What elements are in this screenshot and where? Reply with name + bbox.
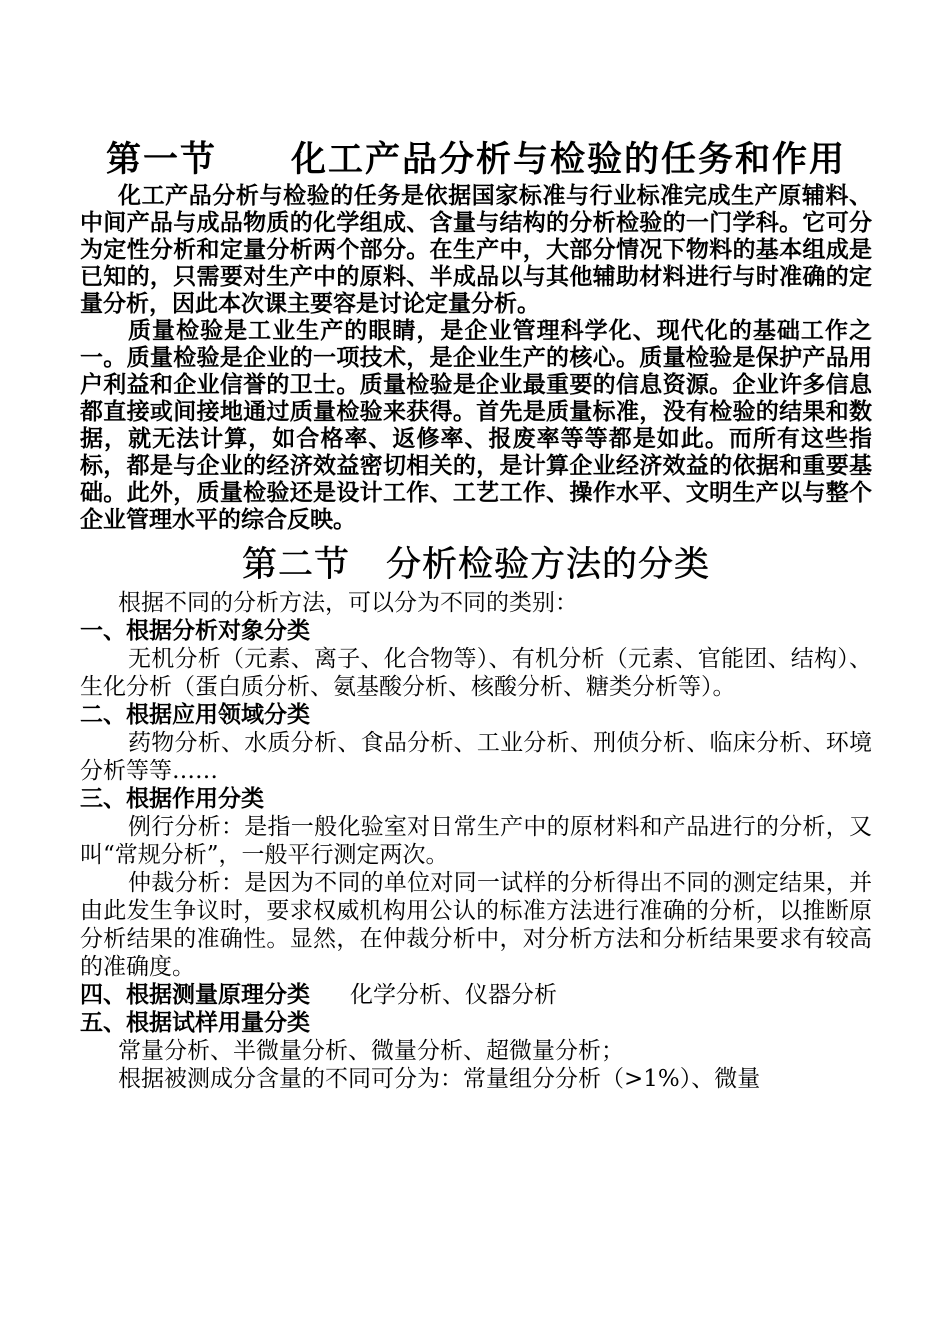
section2-intro: 根据不同的分析方法，可以分为不同的类别： [118, 590, 578, 616]
heading-by-principle-inline: 化学分析、仪器分析 [350, 982, 557, 1008]
paragraph-by-object: 无机分析（元素、离子、化合物等）、有机分析（元素、官能团、结构）、生化分析（蛋白质分析、氨基酸分析、核酸分析、糖类分析等）。 [80, 646, 872, 700]
heading-by-object: 一、根据分析对象分类 [80, 617, 310, 644]
heading-by-principle [80, 981, 872, 1009]
heading-by-principle-label: 四、根据测量原理分类 [80, 981, 310, 1008]
paragraph-content-level: 根据被测成分含量的不同可分为：常量组分分析（>1%）、微量 [118, 1066, 761, 1092]
heading-by-role: 三、根据作用分类 [80, 785, 264, 812]
paragraph-routine-analysis: 例行分析：是指一般化验室对日常生产中的原材料和产品进行的分析，又叫“常规分析”，一般平行测定两次。 [80, 814, 872, 868]
paragraph-by-field: 药物分析、水质分析、食品分析、工业分析、刑侦分析、临床分析、环境分析等等…… [80, 730, 872, 784]
section1-paragraph-1: 化工产品分析与检验的任务是依据国家标准与行业标准完成生产原辅料、中间产品与成品物质的化学组成、含量与结构的分析检验的一门学科。它可分为定性分析和定量分析两个部分。在生产中，大部分情况下物料的基本组成是已知的，只需要对生产中的原料、半成品以与其他辅助材料进行与时准确的定量分析，因此本次课主要容是讨论定量分析。 [80, 182, 872, 317]
document-page [80, 138, 872, 1093]
paragraph-arbitration-analysis: 仲裁分析：是因为不同的单位对同一试样的分析得出不同的测定结果，并由此发生争议时，要求权威机构用公认的标准方法进行准确的分析，以推断原分析结果的准确性。显然，在仲裁分析中，对分析方法和分析结果要求有较高的准确度。 [80, 870, 872, 980]
section2-title: 第二节 分析检验方法的分类 [241, 545, 710, 585]
section1-paragraph-2: 质量检验是工业生产的眼睛，是企业管理科学化、现代化的基础工作之一。质量检验是企业的一项技术，是企业生产的核心。质量检验是保护产品用户利益和企业信誉的卫士。质量检验是企业最重要的信息资源。企业许多信息都直接或间接地通过质量检验来获得。首先是质量标准，没有检验的结果和数据，就无法计算，如合格率、返修率、报废率等等都是如此。而所有这些指标，都是与企业的经济效益密切相关的，是计算企业经济效益的依据和重要基础。此外，质量检验还是设计工作、工艺工作、操作水平、文明生产以与整个企业管理水平的综合反映。 [80, 317, 872, 533]
heading-by-field: 二、根据应用领域分类 [80, 701, 310, 728]
heading-by-sample-amount: 五、根据试样用量分类 [80, 1009, 310, 1036]
section1-title: 第一节 化工产品分析与检验的任务和作用 [105, 139, 846, 180]
paragraph-sample-amount: 常量分析、半微量分析、微量分析、超微量分析； [118, 1038, 624, 1064]
